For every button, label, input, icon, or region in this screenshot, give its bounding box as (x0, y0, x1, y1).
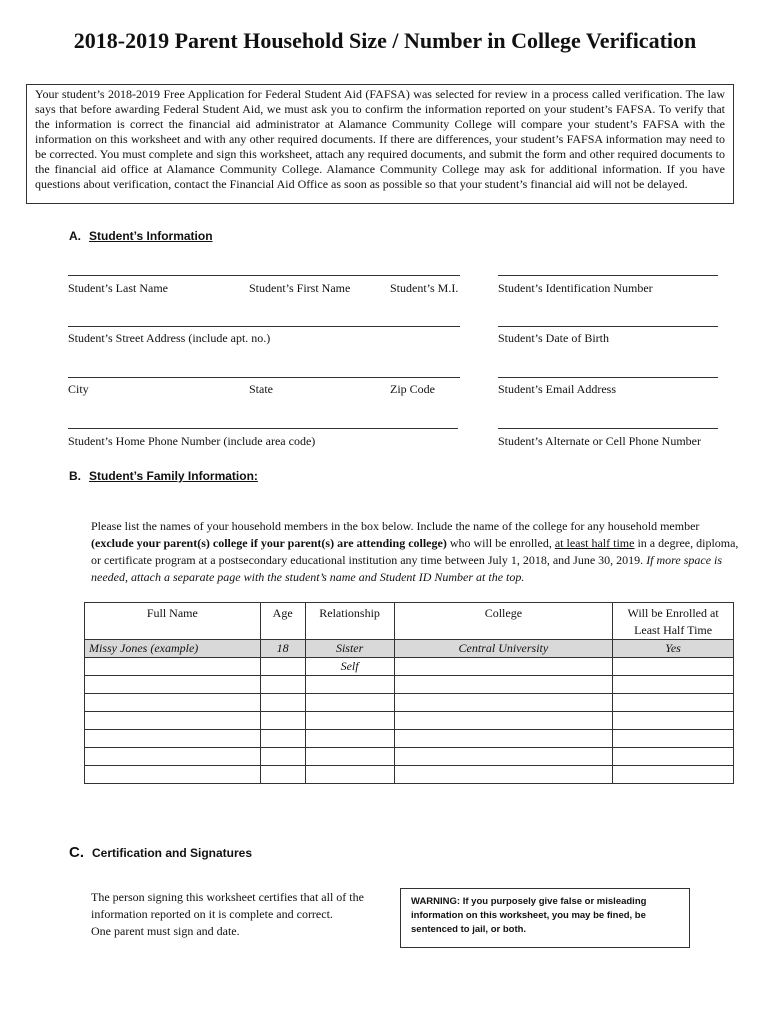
age-cell[interactable] (260, 748, 305, 766)
id-number-line[interactable] (498, 275, 718, 276)
college-cell[interactable] (394, 658, 613, 676)
instructions-text-1: Please list the names of your household members in the box below. Include the name of the college for any household member (91, 519, 700, 533)
section-a-heading (69, 229, 213, 243)
section-b-letter: B. (69, 469, 81, 483)
example-relationship: Sister (305, 640, 394, 658)
page-title: 2018-2019 Parent Household Size / Number in College Verification (73, 28, 697, 53)
sign-instruction: One parent must sign and date. (91, 924, 240, 938)
instructions-text-2: who will be enrolled, (446, 536, 555, 550)
state-label: State (249, 382, 273, 396)
email-line[interactable] (498, 377, 718, 378)
enrolled-cell[interactable] (613, 676, 734, 694)
mi-label: Student’s M.I. (390, 281, 459, 295)
city-label: City (68, 382, 89, 396)
first-name-label: Student’s First Name (249, 281, 351, 295)
table-row (85, 676, 734, 694)
instructions-underline: at least half time (554, 536, 635, 550)
city-state-zip-line[interactable] (68, 377, 460, 378)
warning-box: WARNING: If you purposely give false or misleading information on this worksheet, you may be fined, be sentenced to jail, or both. (400, 888, 690, 948)
name-cell[interactable] (85, 730, 261, 748)
enrolled-cell[interactable] (613, 712, 734, 730)
age-cell[interactable] (260, 658, 305, 676)
enrolled-cell[interactable] (613, 658, 734, 676)
section-c-heading (69, 844, 252, 861)
instructions-text-3: in a degree, diploma, or certificate program at a postsecondary educational institution any time between July 1, 2018, and June 30, 2019. (91, 536, 739, 567)
enrolled-cell[interactable] (613, 694, 734, 712)
intro-box: Your student’s 2018-2019 Free Application for Federal Student Aid (FAFSA) was selected for review in a process called verification. The law says that before awarding Federal Student Aid, we must ask you to confirm the information reported on your student’s FAFSA. To verify that the information is correct the financial aid administrator at Alamance Community College will compare your student’s FAFSA with the information on this worksheet and with any other required documents. If there are differences, your student’s FAFSA information may need to be corrected. You must complete and sign this worksheet, attach any required documents, and submit the form and other required documents to the financial aid office at Alamance Community College. Alamance Community College may ask for additional information. If you have questions about verification, contact the Financial Aid Office as soon as possible so that your student’s financial aid will not be delayed. (26, 84, 734, 204)
college-cell[interactable] (394, 712, 613, 730)
table-row (85, 658, 734, 676)
header-relationship: Relationship (305, 603, 394, 640)
header-enrolled: Will be Enrolled at Least Half Time (613, 603, 734, 640)
dob-label: Student’s Date of Birth (498, 331, 609, 345)
address-label: Student’s Street Address (include apt. no.) (68, 331, 271, 345)
college-cell[interactable] (394, 694, 613, 712)
certification-text (91, 889, 391, 940)
enrolled-cell[interactable] (613, 730, 734, 748)
age-cell[interactable] (260, 694, 305, 712)
enrolled-cell[interactable] (613, 766, 734, 784)
name-cell[interactable] (85, 766, 261, 784)
relationship-cell[interactable] (305, 676, 394, 694)
enrolled-cell[interactable] (613, 748, 734, 766)
instructions-bold: (exclude your parent(s) college if your parent(s) are attending college) (91, 536, 447, 550)
age-cell[interactable] (260, 676, 305, 694)
section-c-title: Certification and Signatures (92, 846, 253, 860)
name-cell[interactable] (85, 712, 261, 730)
example-name: Missy Jones (example) (85, 640, 261, 658)
name-cell[interactable] (85, 658, 261, 676)
section-a-title: Student’s Information (89, 229, 213, 243)
name-cell[interactable] (85, 676, 261, 694)
zip-label: Zip Code (390, 382, 435, 396)
age-cell[interactable] (260, 712, 305, 730)
relationship-cell[interactable] (305, 748, 394, 766)
college-cell[interactable] (394, 676, 613, 694)
last-name-label: Student’s Last Name (68, 281, 168, 295)
self-relationship-cell: Self (305, 658, 394, 676)
instructions-italic: If more space is needed, attach a separate page with the student’s name and Student ID Number at the top. (91, 553, 723, 584)
home-phone-label: Student’s Home Phone Number (include area code) (68, 434, 316, 448)
age-cell[interactable] (260, 766, 305, 784)
age-cell[interactable] (260, 730, 305, 748)
header-age: Age (260, 603, 305, 640)
section-a-letter: A. (69, 229, 81, 243)
alt-phone-label: Student’s Alternate or Cell Phone Number (498, 434, 701, 448)
table-row (85, 730, 734, 748)
relationship-cell[interactable] (305, 694, 394, 712)
address-line[interactable] (68, 326, 460, 327)
relationship-cell[interactable] (305, 712, 394, 730)
household-instructions (91, 518, 741, 586)
college-cell[interactable] (394, 730, 613, 748)
table-row (85, 748, 734, 766)
table-row (85, 712, 734, 730)
college-cell[interactable] (394, 766, 613, 784)
example-enrolled: Yes (613, 640, 734, 658)
name-line[interactable] (68, 275, 460, 276)
household-table (84, 602, 734, 784)
section-b-title: Student’s Family Information: (89, 469, 258, 483)
relationship-cell[interactable] (305, 730, 394, 748)
table-row (85, 694, 734, 712)
id-number-label: Student’s Identification Number (498, 281, 653, 295)
alt-phone-line[interactable] (498, 428, 718, 429)
name-cell[interactable] (85, 748, 261, 766)
table-row (85, 766, 734, 784)
header-full-name: Full Name (85, 603, 261, 640)
table-header-row (85, 603, 734, 640)
college-cell[interactable] (394, 748, 613, 766)
example-row (85, 640, 734, 658)
section-b-heading (69, 469, 258, 483)
header-college: College (394, 603, 613, 640)
dob-line[interactable] (498, 326, 718, 327)
name-cell[interactable] (85, 694, 261, 712)
certification-statement: The person signing this worksheet certifies that all of the information reported on it is complete and correct. (91, 890, 364, 921)
home-phone-line[interactable] (68, 428, 458, 429)
section-c-letter: C. (69, 844, 84, 861)
example-college: Central University (394, 640, 613, 658)
relationship-cell[interactable] (305, 766, 394, 784)
example-age: 18 (260, 640, 305, 658)
email-label: Student’s Email Address (498, 382, 616, 396)
